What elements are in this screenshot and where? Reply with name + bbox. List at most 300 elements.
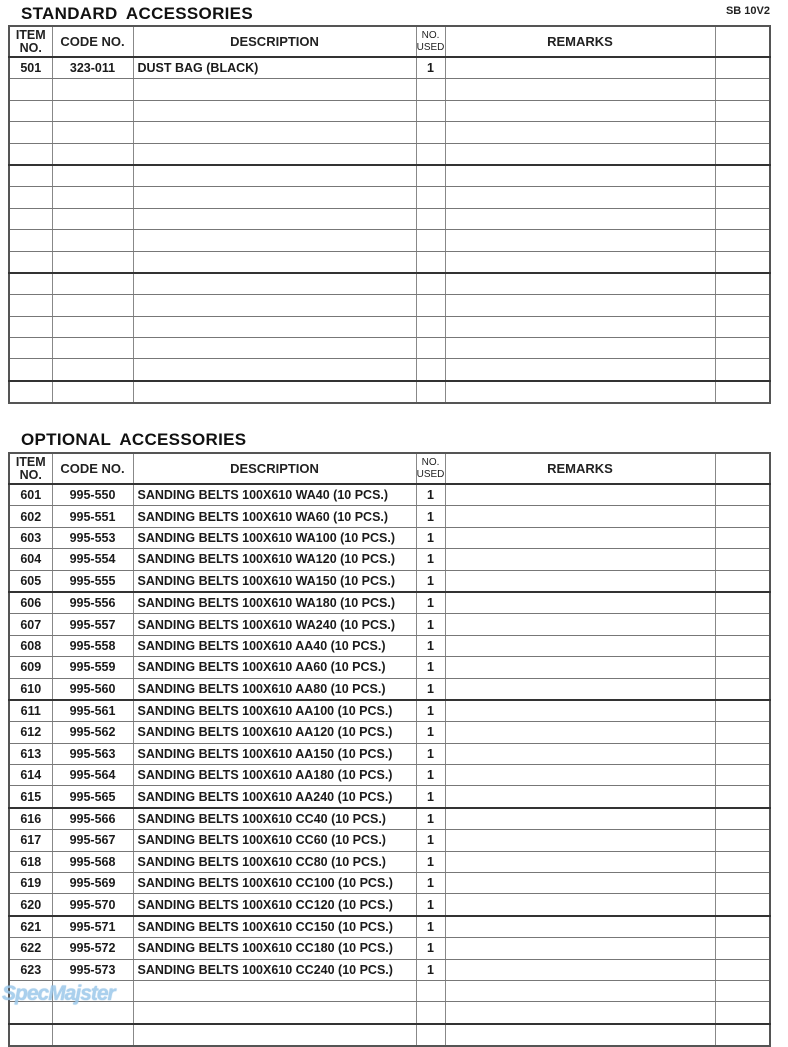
remarks-cell <box>445 743 715 764</box>
item-no-cell <box>9 230 52 251</box>
table-row <box>9 938 770 959</box>
item-no-cell: 615 <box>9 786 52 808</box>
remarks-cell <box>445 143 715 165</box>
header-extra <box>715 26 770 57</box>
code-no-cell: 995-554 <box>52 549 133 570</box>
remarks-cell <box>445 894 715 916</box>
code-no-cell <box>52 143 133 165</box>
item-no-cell: 623 <box>9 959 52 980</box>
table-row <box>9 122 770 143</box>
description-cell: SANDING BELTS 100X610 AA150 (10 PCS.) <box>133 743 416 764</box>
code-no-cell: 995-555 <box>52 570 133 592</box>
code-no-cell: 995-565 <box>52 786 133 808</box>
remarks-cell <box>445 549 715 570</box>
remarks-cell <box>445 187 715 208</box>
remarks-cell <box>445 295 715 316</box>
remarks-cell <box>445 808 715 830</box>
description-cell <box>133 208 416 229</box>
no-used-cell: 1 <box>416 808 445 830</box>
item-no-cell <box>9 316 52 337</box>
description-cell: SANDING BELTS 100X610 CC150 (10 PCS.) <box>133 916 416 938</box>
table-row <box>9 187 770 208</box>
table-row <box>9 506 770 527</box>
code-no-cell <box>52 208 133 229</box>
table-row <box>9 251 770 273</box>
no-used-cell: 1 <box>416 700 445 722</box>
table-row <box>9 484 770 506</box>
code-no-cell: 995-568 <box>52 851 133 872</box>
remarks-cell <box>445 316 715 337</box>
code-no-cell <box>52 359 133 381</box>
extra-cell <box>715 251 770 273</box>
description-cell: SANDING BELTS 100X610 CC100 (10 PCS.) <box>133 873 416 894</box>
item-no-cell <box>9 208 52 229</box>
code-no-cell: 995-563 <box>52 743 133 764</box>
remarks-cell <box>445 765 715 786</box>
remarks-cell <box>445 635 715 656</box>
item-no-cell <box>9 381 52 403</box>
description-cell: SANDING BELTS 100X610 AA100 (10 PCS.) <box>133 700 416 722</box>
item-no-cell <box>9 165 52 187</box>
no-used-cell <box>416 251 445 273</box>
table-row <box>9 959 770 980</box>
code-no-cell <box>52 338 133 359</box>
item-no-cell: 606 <box>9 592 52 614</box>
no-used-cell <box>416 359 445 381</box>
description-cell <box>133 122 416 143</box>
description-cell <box>133 1002 416 1024</box>
no-used-cell: 1 <box>416 830 445 851</box>
header-no-used: NO. USED <box>416 453 445 484</box>
code-no-cell <box>52 273 133 295</box>
table-row <box>9 700 770 722</box>
item-no-cell <box>9 100 52 121</box>
item-no-cell: 616 <box>9 808 52 830</box>
no-used-cell: 1 <box>416 894 445 916</box>
table-row <box>9 208 770 229</box>
remarks-cell <box>445 722 715 743</box>
remarks-cell <box>445 700 715 722</box>
code-no-cell: 995-560 <box>52 678 133 700</box>
item-no-cell: 613 <box>9 743 52 764</box>
table-row <box>9 57 770 79</box>
remarks-cell <box>445 381 715 403</box>
extra-cell <box>715 100 770 121</box>
document-id: SB 10V2 <box>725 5 770 17</box>
no-used-cell <box>416 295 445 316</box>
code-no-cell: 995-550 <box>52 484 133 506</box>
code-no-cell <box>52 122 133 143</box>
item-no-cell <box>9 273 52 295</box>
extra-cell <box>715 678 770 700</box>
description-cell <box>133 980 416 1001</box>
extra-cell <box>715 316 770 337</box>
no-used-cell: 1 <box>416 635 445 656</box>
remarks-cell <box>445 570 715 592</box>
remarks-cell <box>445 592 715 614</box>
description-cell <box>133 187 416 208</box>
description-cell: SANDING BELTS 100X610 WA120 (10 PCS.) <box>133 549 416 570</box>
description-cell: SANDING BELTS 100X610 AA120 (10 PCS.) <box>133 722 416 743</box>
remarks-cell <box>445 251 715 273</box>
no-used-cell <box>416 381 445 403</box>
header-no-used: NO. USED <box>416 26 445 57</box>
header-code-no: CODE NO. <box>52 26 133 57</box>
code-no-cell: 995-573 <box>52 959 133 980</box>
no-used-cell <box>416 208 445 229</box>
extra-cell <box>715 1002 770 1024</box>
header-item-no: ITEM NO. <box>9 26 52 57</box>
extra-cell <box>715 122 770 143</box>
description-cell: SANDING BELTS 100X610 WA60 (10 PCS.) <box>133 506 416 527</box>
no-used-cell: 1 <box>416 592 445 614</box>
code-no-cell <box>52 165 133 187</box>
extra-cell <box>715 79 770 100</box>
code-no-cell: 995-564 <box>52 765 133 786</box>
remarks-cell <box>445 1024 715 1046</box>
table-row <box>9 1024 770 1046</box>
code-no-cell: 995-562 <box>52 722 133 743</box>
standard-accessories-table <box>8 25 771 404</box>
extra-cell <box>715 143 770 165</box>
remarks-cell <box>445 873 715 894</box>
code-no-cell: 995-559 <box>52 657 133 678</box>
table-row <box>9 165 770 187</box>
description-cell: SANDING BELTS 100X610 WA100 (10 PCS.) <box>133 527 416 548</box>
table-row <box>9 873 770 894</box>
code-no-cell <box>52 230 133 251</box>
remarks-cell <box>445 851 715 872</box>
extra-cell <box>715 657 770 678</box>
optional-accessories-table <box>8 452 771 1047</box>
extra-cell <box>715 830 770 851</box>
no-used-cell: 1 <box>416 657 445 678</box>
item-no-cell <box>9 79 52 100</box>
code-no-cell <box>52 100 133 121</box>
header-description: DESCRIPTION <box>133 453 416 484</box>
extra-cell <box>715 295 770 316</box>
watermark-logo: SpecMajster <box>2 982 115 1005</box>
remarks-cell <box>445 122 715 143</box>
extra-cell <box>715 743 770 764</box>
no-used-cell <box>416 100 445 121</box>
code-no-cell: 995-551 <box>52 506 133 527</box>
no-used-cell <box>416 338 445 359</box>
remarks-cell <box>445 506 715 527</box>
item-no-cell: 614 <box>9 765 52 786</box>
table-row <box>9 570 770 592</box>
table-row <box>9 722 770 743</box>
remarks-cell <box>445 916 715 938</box>
header-item-no: ITEM NO. <box>9 453 52 484</box>
table-row <box>9 338 770 359</box>
description-cell: SANDING BELTS 100X610 CC120 (10 PCS.) <box>133 894 416 916</box>
item-no-cell: 608 <box>9 635 52 656</box>
table-row <box>9 980 770 1001</box>
item-no-cell <box>9 1024 52 1046</box>
code-no-cell <box>52 316 133 337</box>
table-row <box>9 765 770 786</box>
extra-cell <box>715 980 770 1001</box>
no-used-cell: 1 <box>416 484 445 506</box>
header-description: DESCRIPTION <box>133 26 416 57</box>
item-no-cell: 611 <box>9 700 52 722</box>
description-cell <box>133 143 416 165</box>
table-row <box>9 592 770 614</box>
no-used-cell: 1 <box>416 678 445 700</box>
code-no-cell: 995-561 <box>52 700 133 722</box>
extra-cell <box>715 700 770 722</box>
no-used-cell: 1 <box>416 938 445 959</box>
item-no-cell: 619 <box>9 873 52 894</box>
extra-cell <box>715 484 770 506</box>
description-cell: SANDING BELTS 100X610 CC80 (10 PCS.) <box>133 851 416 872</box>
code-no-cell <box>52 381 133 403</box>
no-used-cell: 1 <box>416 506 445 527</box>
description-cell: SANDING BELTS 100X610 AA240 (10 PCS.) <box>133 786 416 808</box>
item-no-cell <box>9 187 52 208</box>
extra-cell <box>715 506 770 527</box>
code-no-cell: 323-011 <box>52 57 133 79</box>
remarks-cell <box>445 1002 715 1024</box>
description-cell: SANDING BELTS 100X610 WA240 (10 PCS.) <box>133 614 416 635</box>
no-used-cell: 1 <box>416 786 445 808</box>
description-cell: SANDING BELTS 100X610 AA180 (10 PCS.) <box>133 765 416 786</box>
header-code-no: CODE NO. <box>52 453 133 484</box>
description-cell <box>133 165 416 187</box>
item-no-cell: 622 <box>9 938 52 959</box>
remarks-cell <box>445 273 715 295</box>
table-row <box>9 657 770 678</box>
table-row <box>9 808 770 830</box>
item-no-cell: 617 <box>9 830 52 851</box>
description-cell: SANDING BELTS 100X610 WA40 (10 PCS.) <box>133 484 416 506</box>
no-used-cell <box>416 143 445 165</box>
remarks-cell <box>445 57 715 79</box>
header-remarks: REMARKS <box>445 26 715 57</box>
code-no-cell: 995-567 <box>52 830 133 851</box>
code-no-cell: 995-571 <box>52 916 133 938</box>
item-no-cell: 604 <box>9 549 52 570</box>
extra-cell <box>715 527 770 548</box>
no-used-cell <box>416 273 445 295</box>
extra-cell <box>715 230 770 251</box>
table-row <box>9 381 770 403</box>
description-cell: SANDING BELTS 100X610 WA180 (10 PCS.) <box>133 592 416 614</box>
extra-cell <box>715 959 770 980</box>
remarks-cell <box>445 938 715 959</box>
table-row <box>9 79 770 100</box>
table-header-row <box>9 26 770 57</box>
code-no-cell: 995-572 <box>52 938 133 959</box>
item-no-cell <box>9 143 52 165</box>
extra-cell <box>715 273 770 295</box>
remarks-cell <box>445 980 715 1001</box>
table-row <box>9 359 770 381</box>
no-used-cell: 1 <box>416 614 445 635</box>
item-no-cell: 618 <box>9 851 52 872</box>
description-cell <box>133 230 416 251</box>
no-used-cell: 1 <box>416 549 445 570</box>
no-used-cell: 1 <box>416 570 445 592</box>
description-cell <box>133 295 416 316</box>
standard-accessories-title: STANDARD ACCESSORIES <box>21 4 253 23</box>
no-used-cell <box>416 230 445 251</box>
table-row <box>9 316 770 337</box>
table-row <box>9 614 770 635</box>
item-no-cell <box>9 295 52 316</box>
code-no-cell: 995-566 <box>52 808 133 830</box>
description-cell: SANDING BELTS 100X610 CC240 (10 PCS.) <box>133 959 416 980</box>
table-header-row <box>9 453 770 484</box>
code-no-cell: 995-558 <box>52 635 133 656</box>
extra-cell <box>715 614 770 635</box>
no-used-cell: 1 <box>416 722 445 743</box>
table-row <box>9 273 770 295</box>
extra-cell <box>715 359 770 381</box>
table-row <box>9 230 770 251</box>
extra-cell <box>715 1024 770 1046</box>
description-cell: SANDING BELTS 100X610 CC40 (10 PCS.) <box>133 808 416 830</box>
no-used-cell: 1 <box>416 743 445 764</box>
description-cell: SANDING BELTS 100X610 WA150 (10 PCS.) <box>133 570 416 592</box>
description-cell <box>133 79 416 100</box>
item-no-cell: 610 <box>9 678 52 700</box>
no-used-cell <box>416 187 445 208</box>
item-no-cell <box>9 338 52 359</box>
item-no-cell: 601 <box>9 484 52 506</box>
extra-cell <box>715 338 770 359</box>
remarks-cell <box>445 527 715 548</box>
description-cell: SANDING BELTS 100X610 AA60 (10 PCS.) <box>133 657 416 678</box>
no-used-cell <box>416 79 445 100</box>
table-row <box>9 1002 770 1024</box>
item-no-cell: 607 <box>9 614 52 635</box>
remarks-cell <box>445 165 715 187</box>
remarks-cell <box>445 359 715 381</box>
table-row <box>9 549 770 570</box>
item-no-cell <box>9 359 52 381</box>
code-no-cell: 995-570 <box>52 894 133 916</box>
remarks-cell <box>445 230 715 251</box>
description-cell <box>133 359 416 381</box>
code-no-cell: 995-569 <box>52 873 133 894</box>
extra-cell <box>715 873 770 894</box>
no-used-cell: 1 <box>416 851 445 872</box>
item-no-cell: 620 <box>9 894 52 916</box>
code-no-cell: 995-556 <box>52 592 133 614</box>
table-row <box>9 100 770 121</box>
extra-cell <box>715 635 770 656</box>
table-row <box>9 678 770 700</box>
item-no-cell: 621 <box>9 916 52 938</box>
no-used-cell <box>416 316 445 337</box>
extra-cell <box>715 765 770 786</box>
extra-cell <box>715 187 770 208</box>
description-cell <box>133 1024 416 1046</box>
table-row <box>9 786 770 808</box>
remarks-cell <box>445 208 715 229</box>
no-used-cell: 1 <box>416 57 445 79</box>
description-cell <box>133 100 416 121</box>
table-row <box>9 635 770 656</box>
extra-cell <box>715 570 770 592</box>
item-no-cell: 501 <box>9 57 52 79</box>
description-cell: SANDING BELTS 100X610 AA80 (10 PCS.) <box>133 678 416 700</box>
no-used-cell <box>416 980 445 1001</box>
extra-cell <box>715 722 770 743</box>
item-no-cell: 605 <box>9 570 52 592</box>
optional-accessories-title: OPTIONAL ACCESSORIES <box>21 430 247 449</box>
item-no-cell: 602 <box>9 506 52 527</box>
item-no-cell: 612 <box>9 722 52 743</box>
code-no-cell <box>52 187 133 208</box>
no-used-cell: 1 <box>416 527 445 548</box>
remarks-cell <box>445 678 715 700</box>
description-cell: SANDING BELTS 100X610 CC180 (10 PCS.) <box>133 938 416 959</box>
header-extra <box>715 453 770 484</box>
table-row <box>9 830 770 851</box>
no-used-cell: 1 <box>416 765 445 786</box>
extra-cell <box>715 381 770 403</box>
extra-cell <box>715 208 770 229</box>
extra-cell <box>715 57 770 79</box>
code-no-cell <box>52 79 133 100</box>
description-cell <box>133 381 416 403</box>
extra-cell <box>715 938 770 959</box>
extra-cell <box>715 549 770 570</box>
code-no-cell: 995-553 <box>52 527 133 548</box>
item-no-cell: 609 <box>9 657 52 678</box>
extra-cell <box>715 851 770 872</box>
remarks-cell <box>445 484 715 506</box>
description-cell: SANDING BELTS 100X610 CC60 (10 PCS.) <box>133 830 416 851</box>
no-used-cell: 1 <box>416 873 445 894</box>
description-cell: SANDING BELTS 100X610 AA40 (10 PCS.) <box>133 635 416 656</box>
code-no-cell: 995-557 <box>52 614 133 635</box>
code-no-cell <box>52 295 133 316</box>
description-cell <box>133 316 416 337</box>
remarks-cell <box>445 338 715 359</box>
code-no-cell <box>52 1024 133 1046</box>
no-used-cell: 1 <box>416 916 445 938</box>
item-no-cell: 603 <box>9 527 52 548</box>
remarks-cell <box>445 959 715 980</box>
extra-cell <box>715 592 770 614</box>
no-used-cell: 1 <box>416 959 445 980</box>
description-cell <box>133 273 416 295</box>
extra-cell <box>715 808 770 830</box>
remarks-cell <box>445 786 715 808</box>
table-row <box>9 527 770 548</box>
description-cell <box>133 251 416 273</box>
table-row <box>9 143 770 165</box>
no-used-cell <box>416 1002 445 1024</box>
description-cell <box>133 338 416 359</box>
extra-cell <box>715 786 770 808</box>
remarks-cell <box>445 79 715 100</box>
no-used-cell <box>416 1024 445 1046</box>
table-row <box>9 743 770 764</box>
remarks-cell <box>445 830 715 851</box>
extra-cell <box>715 916 770 938</box>
description-cell: DUST BAG (BLACK) <box>133 57 416 79</box>
code-no-cell <box>52 251 133 273</box>
remarks-cell <box>445 614 715 635</box>
no-used-cell <box>416 122 445 143</box>
no-used-cell <box>416 165 445 187</box>
table-row <box>9 894 770 916</box>
